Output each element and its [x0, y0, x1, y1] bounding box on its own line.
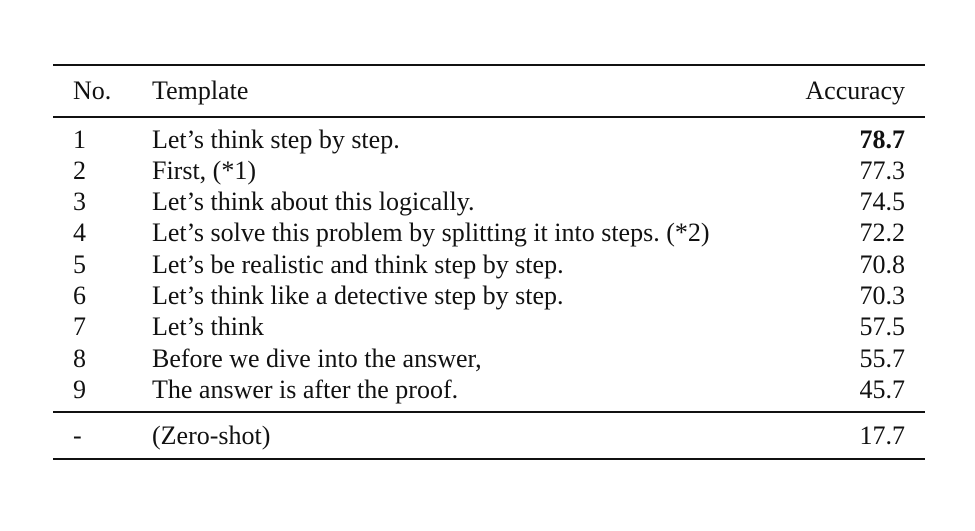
- row-no: 8: [73, 343, 86, 373]
- header-row: [53, 66, 925, 116]
- table-row: [53, 155, 925, 186]
- table-row: [53, 280, 925, 311]
- results-table: [53, 64, 925, 460]
- row-template: Let’s think like a detective step by step.: [152, 280, 564, 310]
- row-template: Let’s be realistic and think step by step.: [152, 249, 564, 279]
- header-template: Template: [152, 76, 249, 105]
- row-no: 4: [73, 218, 86, 248]
- table-row: [53, 343, 925, 374]
- row-template: Let’s think: [152, 312, 264, 342]
- row-accuracy: 70.3: [859, 280, 905, 310]
- row-no: 2: [73, 155, 86, 185]
- row-no: 9: [73, 374, 86, 404]
- row-no: 1: [73, 124, 86, 154]
- bottom-rule: [53, 458, 925, 460]
- row-accuracy: 57.5: [859, 312, 905, 342]
- baseline-accuracy: 17.7: [859, 420, 905, 450]
- row-template: The answer is after the proof.: [152, 374, 459, 404]
- baseline-no: -: [73, 420, 82, 450]
- row-accuracy: 74.5: [859, 187, 905, 217]
- row-no: 7: [73, 312, 86, 342]
- table-row: [53, 217, 925, 248]
- row-template: Before we dive into the answer,: [152, 343, 482, 373]
- baseline-row: [53, 420, 925, 451]
- table-body: [53, 118, 925, 412]
- row-no: 5: [73, 249, 86, 279]
- baseline-block: [53, 413, 925, 458]
- row-accuracy: 45.7: [859, 374, 905, 404]
- row-template: Let’s solve this problem by splitting it into steps. (*2): [152, 218, 710, 248]
- row-no: 3: [73, 187, 86, 217]
- row-accuracy: 55.7: [859, 343, 905, 373]
- baseline-template: (Zero-shot): [152, 420, 271, 450]
- row-template: First, (*1): [152, 155, 256, 185]
- row-no: 6: [73, 280, 86, 310]
- table-row: [53, 124, 925, 155]
- header-no: No.: [73, 76, 112, 105]
- row-accuracy-best: 78.7: [859, 124, 905, 154]
- header-accuracy: Accuracy: [805, 76, 905, 105]
- row-template: Let’s think step by step.: [152, 124, 400, 154]
- table-row: [53, 249, 925, 280]
- table-row: [53, 311, 925, 342]
- row-template: Let’s think about this logically.: [152, 187, 475, 217]
- row-accuracy: 77.3: [859, 155, 905, 185]
- row-accuracy: 70.8: [859, 249, 905, 279]
- row-accuracy: 72.2: [859, 218, 905, 248]
- table-row: [53, 186, 925, 217]
- table-row: [53, 374, 925, 405]
